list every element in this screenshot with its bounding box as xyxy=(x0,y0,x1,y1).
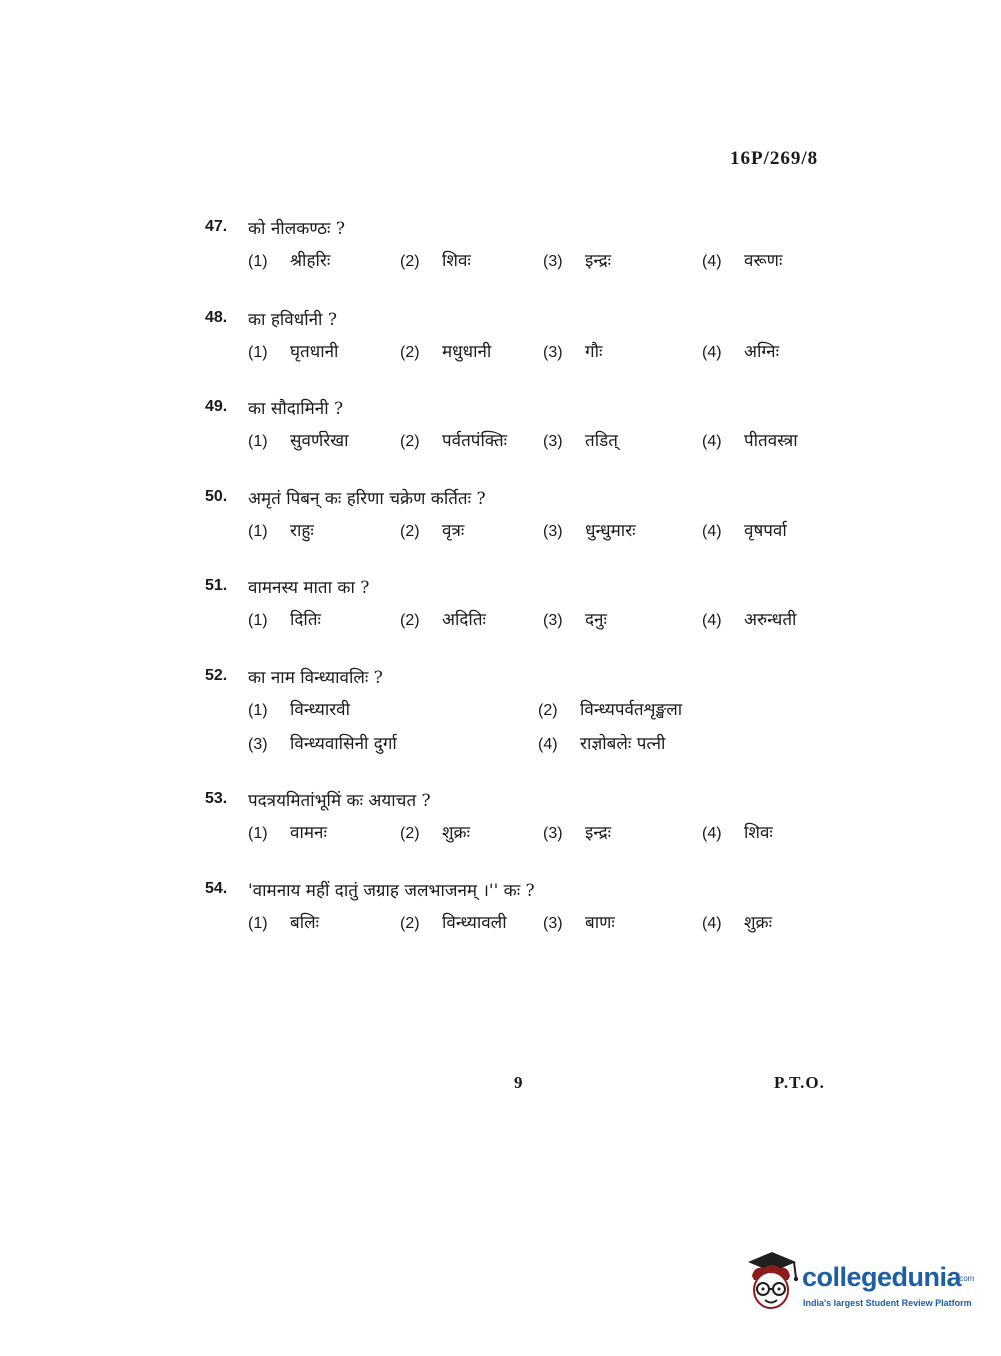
option-1: (1) सुवर्णरेखा xyxy=(248,431,349,451)
question-48 xyxy=(205,305,905,373)
option-2: (2) शिवः xyxy=(400,251,471,271)
pto-label: P.T.O. xyxy=(774,1073,825,1092)
question-number: 48. xyxy=(205,309,228,326)
question-number: 54. xyxy=(205,880,228,897)
question-text: वामनस्य माता का ? xyxy=(248,578,370,598)
question-text: का नाम विन्ध्यावलिः ? xyxy=(248,668,383,688)
option-4: (4) पीतवस्त्रा xyxy=(702,431,798,451)
question-number: 51. xyxy=(205,577,228,594)
logo-suffix: .com xyxy=(957,1274,975,1283)
option-1: (1) वामनः xyxy=(248,823,327,843)
question-number: 49. xyxy=(205,398,228,415)
option-4: (4) राज्ञोबलेः पत्नी xyxy=(538,734,666,754)
question-51 xyxy=(205,573,905,641)
option-1: (1) राहुः xyxy=(248,521,314,541)
question-text: को नीलकण्ठः ? xyxy=(248,219,345,239)
collegedunia-logo xyxy=(742,1248,974,1318)
logo-tagline: India's largest Student Review Platform xyxy=(803,1298,972,1308)
logo-name: collegedunia xyxy=(802,1262,962,1292)
option-3: (3) धुन्धुमारः xyxy=(543,521,636,541)
option-4: (4) शिवः xyxy=(702,823,773,843)
question-52 xyxy=(205,663,905,765)
option-1: (1) श्रीहरिः xyxy=(248,251,331,271)
question-number: 47. xyxy=(205,218,228,235)
option-1: (1) विन्ध्यारवी xyxy=(248,700,351,720)
option-1: (1) बलिः xyxy=(248,913,320,933)
option-3: (3) बाणः xyxy=(543,913,615,933)
question-50 xyxy=(205,484,905,552)
option-2: (2) विन्ध्यावली xyxy=(400,913,507,933)
paper-code: 16P/269/8 xyxy=(730,148,819,169)
question-number: 53. xyxy=(205,790,228,807)
question-text: का सौदामिनी ? xyxy=(248,399,344,419)
question-text: पदत्रयमितांभूमिं कः अयाचत ? xyxy=(248,791,431,811)
option-4: (4) वृषपर्वा xyxy=(702,521,787,541)
question-number: 50. xyxy=(205,488,228,505)
question-text: अमृतं पिबन् कः हरिणा चक्रेण कर्तितः ? xyxy=(248,489,486,509)
option-2: (2) मधुधानी xyxy=(400,342,492,362)
page-number: 9 xyxy=(514,1073,523,1092)
option-2: (2) विन्ध्यपर्वतशृङ्खला xyxy=(538,700,683,720)
option-4: (4) अरुन्धती xyxy=(702,610,797,630)
question-47 xyxy=(205,214,905,282)
option-3: (3) दनुः xyxy=(543,610,607,630)
option-2: (2) शुक्रः xyxy=(400,823,471,843)
option-3: (3) इन्द्रः xyxy=(543,823,612,843)
mascot-icon xyxy=(742,1248,800,1314)
option-4: (4) अग्निः xyxy=(702,342,780,362)
question-text: का हविर्धानी ? xyxy=(248,310,337,330)
question-text: 'वामनाय महीं दातुं जग्राह जलभाजनम् ।'' कः ? xyxy=(248,881,535,901)
question-53 xyxy=(205,786,905,854)
option-2: (2) अदितिः xyxy=(400,610,486,630)
option-4: (4) शुक्रः xyxy=(702,913,773,933)
option-3: (3) तडित् xyxy=(543,431,618,451)
option-4: (4) वरूणः xyxy=(702,251,783,271)
option-1: (1) दितिः xyxy=(248,610,321,630)
question-49 xyxy=(205,394,905,462)
question-54 xyxy=(205,876,905,944)
question-number: 52. xyxy=(205,667,228,684)
option-2: (2) वृत्रः xyxy=(400,521,465,541)
option-3: (3) गौः xyxy=(543,342,603,362)
option-3: (3) इन्द्रः xyxy=(543,251,612,271)
option-2: (2) पर्वतपंक्तिः xyxy=(400,431,508,451)
option-1: (1) घृतधानी xyxy=(248,342,339,362)
option-3: (3) विन्ध्यवासिनी दुर्गा xyxy=(248,734,397,754)
